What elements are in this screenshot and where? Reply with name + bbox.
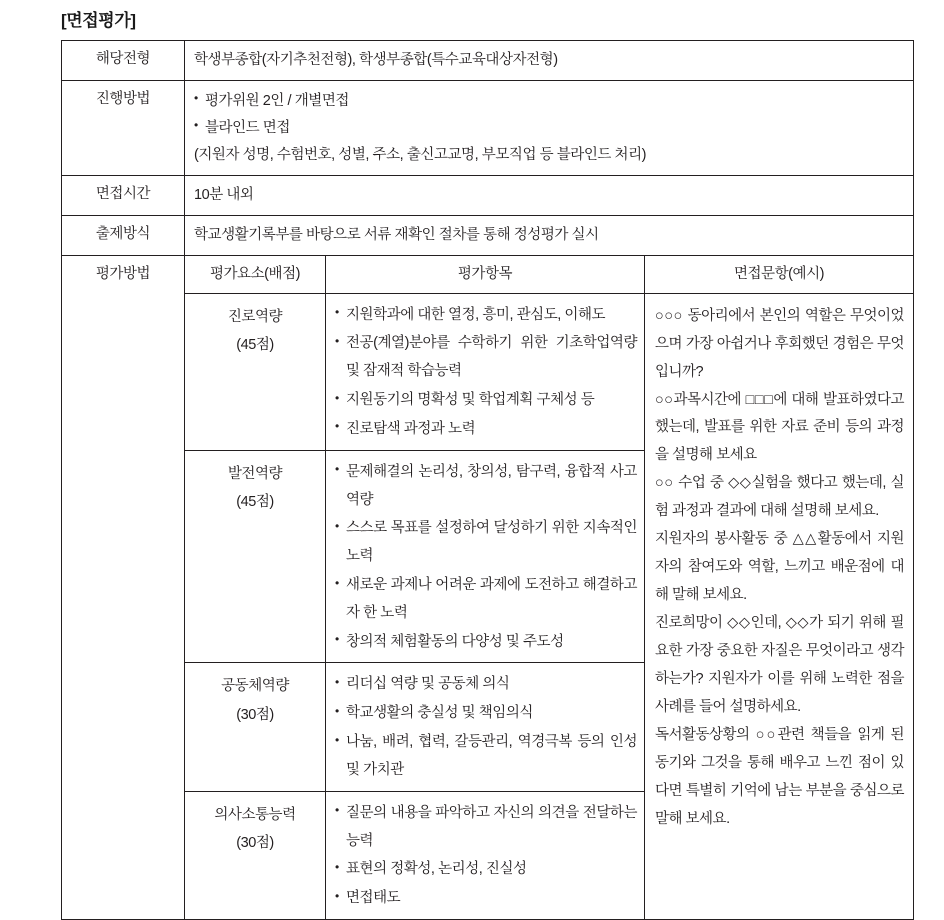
sample-question: ○○ 수업 중 ◇◇실험을 했다고 했는데, 실험 과정과 결과에 대해 설명해 보세요. [655, 475, 904, 520]
sample-questions-list [645, 294, 913, 841]
interview-evaluation-table-wrapper [61, 40, 913, 907]
table-row-method-header [62, 256, 914, 293]
procedure-line: • 블라인드 면접 [194, 115, 905, 142]
competency-item: • 나눔, 배려, 협력, 갈등관리, 역경극복 등의 인성 및 가치관 [335, 729, 637, 785]
competency-item-list-3 [326, 792, 644, 919]
competency-item: • 문제해결의 논리성, 창의성, 탐구력, 융합적 사고 역량 [335, 459, 637, 515]
competency-items-1 [326, 450, 645, 663]
competency-score-3: (30점) [236, 835, 274, 852]
sample-question: 지원자의 봉사활동 중 △△활동에서 지원자의 참여도와 역할, 느끼고 배운점에 대해 말해 보세요. [655, 531, 904, 604]
competency-score-0: (45점) [236, 336, 274, 353]
row-value-admission-type: 학생부종합(자기추천전형), 학생부종합(특수교육대상자전형) [185, 41, 914, 81]
competency-item-list-2 [326, 663, 644, 790]
competency-title-3: 의사소통능력 [214, 806, 296, 823]
sample-question: 독서활동상황의 ○○관련 책들을 읽게 된 동기와 그것을 통해 배우고 느낀 점이 있다면 특별히 기억에 남는 부분을 중심으로 말해 보세요. [655, 727, 904, 828]
page-title: [면접평가] [61, 11, 136, 30]
row-label-question-format: 출제방식 [62, 216, 185, 256]
row-label-duration: 면접시간 [62, 176, 185, 216]
row-value-duration: 10분 내외 [185, 176, 914, 216]
competency-name-1 [185, 450, 326, 663]
row-label-evaluation-method: 평가방법 [62, 256, 185, 920]
competency-item: • 전공(계열)분야를 수학하기 위한 기초학업역량 및 잠재적 학습능력 [335, 330, 637, 386]
competency-item: • 표현의 정확성, 논리성, 진실성 [335, 856, 637, 884]
competency-item: • 질문의 내용을 파악하고 자신의 의견을 전달하는 능력 [335, 800, 637, 856]
competency-items-0 [326, 293, 645, 450]
table-row-admission-type [62, 41, 914, 81]
row-value-procedure [185, 80, 914, 175]
competency-item: • 지원학과에 대한 열정, 흥미, 관심도, 이해도 [335, 302, 637, 330]
competency-name-2 [185, 663, 326, 791]
competency-name-0 [185, 293, 326, 450]
table-row-procedure [62, 80, 914, 175]
sample-question: ○○○ 동아리에서 본인의 역할은 무엇이었으며 가장 아쉽거나 후회했던 경험은 무엇입니까? [655, 307, 904, 380]
competency-name-3 [185, 791, 326, 919]
competency-item: • 면접태도 [335, 885, 637, 913]
column-header-evaluation-item: 평가항목 [326, 256, 645, 293]
competency-item: • 학교생활의 충실성 및 책임의식 [335, 700, 637, 728]
table-row-question-format [62, 216, 914, 256]
competency-item-list-0 [326, 294, 644, 450]
competency-title-0: 진로역량 [227, 308, 283, 325]
competency-score-1: (45점) [236, 493, 274, 510]
competency-item: • 스스로 목표를 설정하여 달성하기 위한 지속적인 노력 [335, 515, 637, 571]
competency-item-list-1 [326, 451, 644, 663]
procedure-line: • 평가위원 2인 / 개별면접 [194, 88, 905, 115]
competency-item: • 지원동기의 명확성 및 학업계획 구체성 등 [335, 387, 637, 415]
table-row-duration [62, 176, 914, 216]
table-row-competency-0 [62, 293, 914, 450]
row-value-question-format: 학교생활기록부를 바탕으로 서류 재확인 절차를 통해 정성평가 실시 [185, 216, 914, 256]
competency-items-3 [326, 791, 645, 919]
competency-item: • 진로탐색 과정과 노력 [335, 416, 637, 444]
column-header-sample-questions: 면접문항(예시) [645, 256, 914, 293]
competency-item: • 리더십 역량 및 공동체 의식 [335, 671, 637, 699]
sample-questions-cell [645, 293, 914, 920]
procedure-line: (지원자 성명, 수험번호, 성별, 주소, 출신고교명, 부모직업 등 블라인드 처리) [194, 146, 647, 163]
sample-question: ○○과목시간에 □□□에 대해 발표하였다고 했는데, 발표를 위한 자료 준비 등의 과정을 설명해 보세요 [655, 391, 904, 464]
competency-score-2: (30점) [236, 706, 274, 723]
competency-item: • 창의적 체험활동의 다양성 및 주도성 [335, 629, 637, 657]
procedure-line-list [194, 88, 905, 168]
competency-title-2: 공동체역량 [221, 678, 289, 695]
column-header-evaluation-element: 평가요소(배점) [185, 256, 326, 293]
competency-items-2 [326, 663, 645, 791]
row-label-procedure: 진행방법 [62, 80, 185, 175]
row-label-admission-type: 해당전형 [62, 41, 185, 81]
sample-question: 진로희망이 ◇◇인데, ◇◇가 되기 위해 필요한 가장 중요한 자질은 무엇이라고 생각하는가? 지원자가 이를 위해 노력한 점을 사례를 들어 설명하세요. [655, 615, 904, 716]
competency-item: • 새로운 과제나 어려운 과제에 도전하고 해결하고자 한 노력 [335, 572, 637, 628]
interview-evaluation-table [61, 40, 914, 920]
competency-title-1: 발전역량 [227, 465, 283, 482]
